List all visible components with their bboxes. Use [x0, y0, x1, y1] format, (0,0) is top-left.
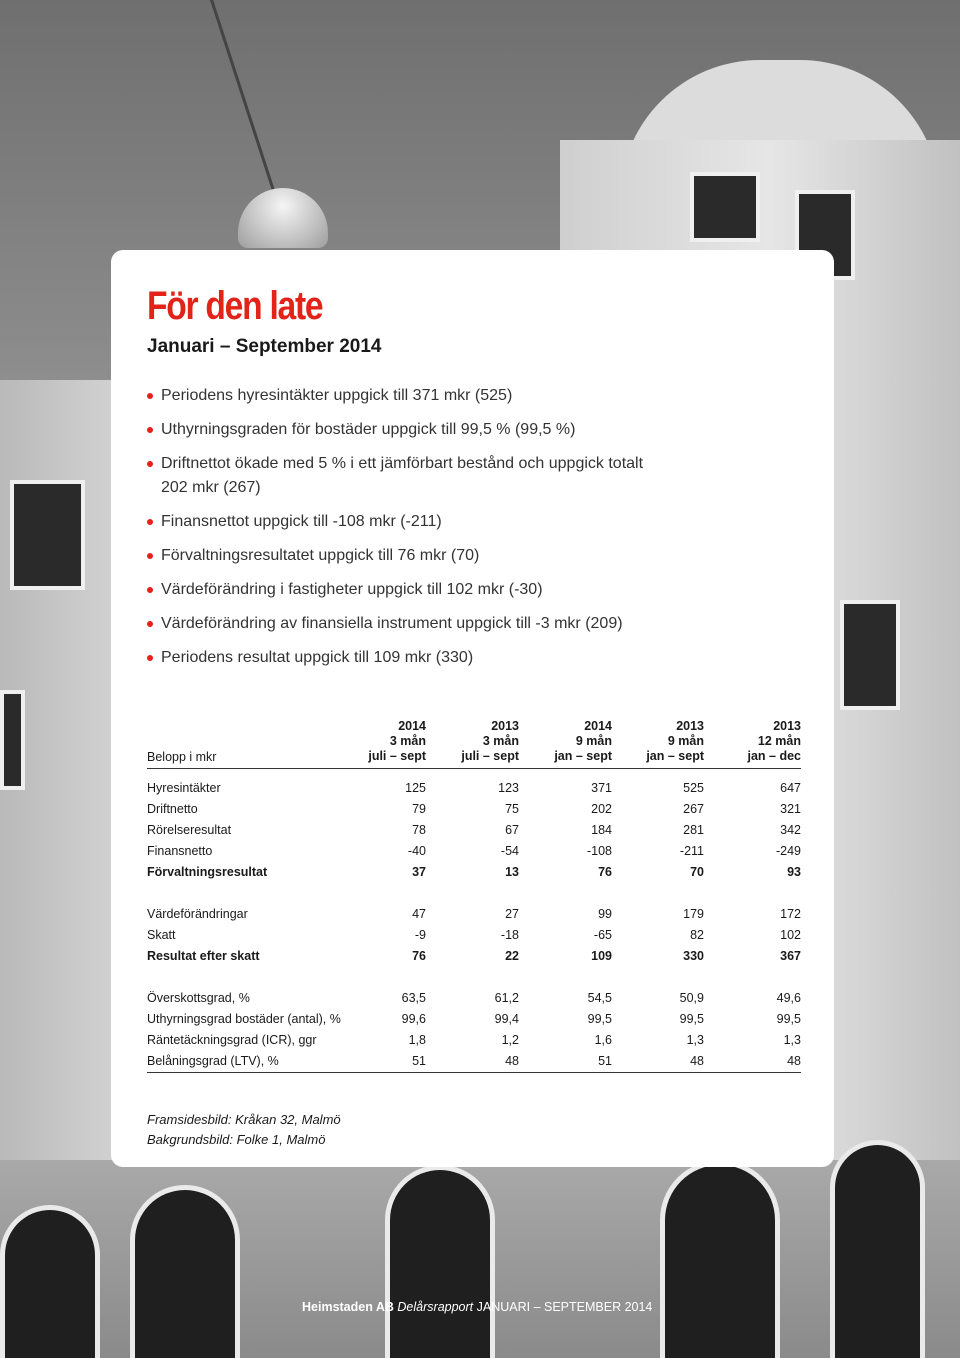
table-row: Överskottsgrad, % 63,5 61,2 54,5 50,9 49,6	[147, 991, 801, 1005]
key-figures-table	[147, 716, 801, 1073]
table-row: Värdeförändringar 47 27 99 179 172	[147, 907, 801, 921]
summary-card	[111, 250, 834, 1167]
footer-period: JANUARI – SEPTEMBER 2014	[476, 1300, 653, 1314]
table-row: Uthyrningsgrad bostäder (antal), % 99,6 99,4 99,5 99,5 99,5	[147, 1012, 801, 1026]
list-item: Driftnettot ökade med 5 % i ett jämförbart bestånd och uppgick totalt 202 mkr (267)	[147, 452, 807, 500]
list-item: Förvaltningsresultatet uppgick till 76 mkr (70)	[147, 544, 807, 568]
bullet-dot-icon	[147, 461, 153, 467]
list-item: Uthyrningsgraden för bostäder uppgick till 99,5 % (99,5 %)	[147, 418, 807, 442]
arched-window	[660, 1160, 780, 1358]
arched-window	[830, 1140, 925, 1358]
bullet-dot-icon	[147, 427, 153, 433]
list-item: Värdeförändring i fastigheter uppgick till 102 mkr (-30)	[147, 578, 807, 602]
window	[840, 600, 900, 710]
column-header: 2014 9 mån jan – sept	[554, 719, 612, 763]
arched-window	[385, 1165, 495, 1358]
table-row: Driftnetto 79 75 202 267 321	[147, 802, 801, 816]
table-row: Skatt -9 -18 -65 82 102	[147, 928, 801, 942]
column-header: 2014 3 mån juli – sept	[368, 719, 426, 763]
page-subtitle: Januari – September 2014	[147, 336, 382, 357]
table-row: Förvaltningsresultat 37 13 76 70 93	[147, 865, 801, 879]
window	[690, 172, 760, 242]
table-row: Belåningsgrad (LTV), % 51 48 51 48 48	[147, 1051, 801, 1073]
image-captions	[147, 1110, 341, 1150]
list-item: Värdeförändring av finansiella instrument uppgick till -3 mkr (209)	[147, 612, 807, 636]
bullet-dot-icon	[147, 587, 153, 593]
page-title: För den late	[147, 284, 323, 328]
page-footer	[302, 1300, 652, 1314]
table-row: Resultat efter skatt 76 22 109 330 367	[147, 949, 801, 963]
table-row: Hyresintäkter 125 123 371 525 647	[147, 781, 801, 795]
footer-report: Delårsrapport	[397, 1300, 474, 1314]
bullet-dot-icon	[147, 393, 153, 399]
caption-front-image: Framsidesbild: Kråkan 32, Malmö	[147, 1112, 341, 1127]
arched-window	[130, 1185, 240, 1358]
column-header: 2013 12 mån jan – dec	[747, 719, 801, 763]
table-row: Räntetäckningsgrad (ICR), ggr 1,8 1,2 1,6 1,3 1,3	[147, 1033, 801, 1047]
arched-window	[0, 1205, 100, 1358]
list-item: Periodens hyresintäkter uppgick till 371 mkr (525)	[147, 384, 807, 408]
column-header: 2013 9 mån jan – sept	[646, 719, 704, 763]
bullet-dot-icon	[147, 621, 153, 627]
table-row: Finansnetto -40 -54 -108 -211 -249	[147, 844, 801, 858]
column-header: 2013 3 mån juli – sept	[461, 719, 519, 763]
caption-background-image: Bakgrundsbild: Folke 1, Malmö	[147, 1132, 326, 1147]
bullet-dot-icon	[147, 655, 153, 661]
list-item: Finansnettot uppgick till -108 mkr (-211)	[147, 510, 807, 534]
footer-company: Heimstaden AB	[302, 1300, 394, 1314]
bullet-dot-icon	[147, 519, 153, 525]
list-item: Periodens resultat uppgick till 109 mkr (330)	[147, 646, 807, 670]
bullet-dot-icon	[147, 553, 153, 559]
table-header	[147, 716, 801, 769]
table-row: Rörelseresultat 78 67 184 281 342	[147, 823, 801, 837]
window	[10, 480, 85, 590]
header-label: Belopp i mkr	[147, 750, 217, 764]
window	[0, 690, 25, 790]
highlights-list	[147, 384, 807, 680]
